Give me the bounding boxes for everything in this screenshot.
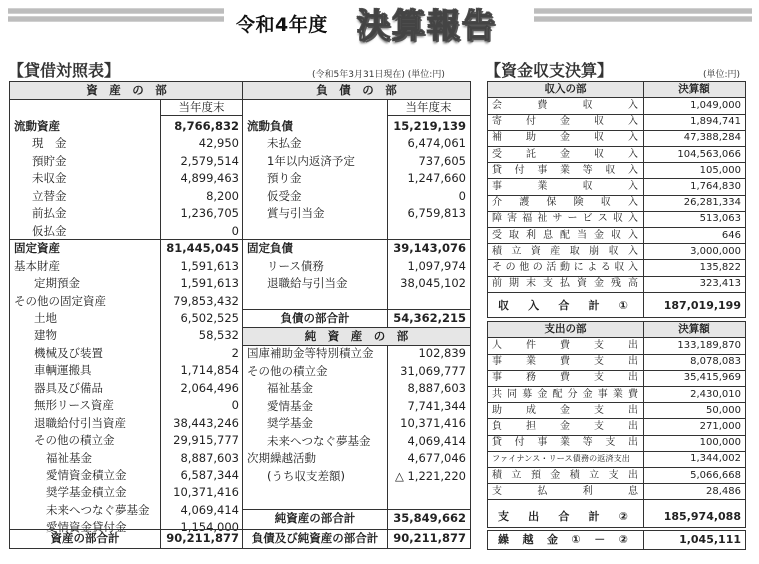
asset-item-row xyxy=(10,135,243,152)
cashflow-note: (単位:円) xyxy=(703,70,741,80)
expense-item-label: 事業費支出 xyxy=(492,356,638,368)
net-total-value: 35,849,662 xyxy=(393,510,466,525)
fixed-liability-item-row xyxy=(243,240,470,257)
balance-sheet-note: (令和5年3月31日現在) (単位:円) xyxy=(312,70,445,80)
expense-item-value: 5,066,668 xyxy=(690,469,741,481)
income-item-value: 3,000,000 xyxy=(690,245,741,257)
liab-total-value: 54,362,215 xyxy=(393,310,466,325)
income-item-row xyxy=(488,163,745,180)
expense-item-row xyxy=(488,338,745,355)
net-asset-item-row xyxy=(243,398,470,415)
asset-item-value: 38,443,246 xyxy=(173,415,239,430)
income-item-row xyxy=(488,211,745,228)
liability-item-label: 流動負債 xyxy=(247,119,293,133)
income-item-value: 1,894,741 xyxy=(690,116,741,128)
asset-item-value: 2 xyxy=(231,345,239,360)
expense-item-value: 28,486 xyxy=(706,485,741,497)
net-asset-item-value: 7,741,344 xyxy=(407,398,466,413)
income-item-label: 事業収入 xyxy=(492,181,638,192)
asset-item-row xyxy=(10,432,243,449)
asset-item-row xyxy=(10,240,243,257)
income-table xyxy=(487,81,746,318)
income-item-label: 積立資産取崩収入 xyxy=(492,245,638,257)
assets-year-label: 当年度末 xyxy=(160,99,243,116)
asset-item-value: 4,899,463 xyxy=(180,171,239,186)
net-total-label: 純資産の部合計 xyxy=(274,510,356,525)
asset-item-value: 1,591,613 xyxy=(180,258,239,273)
asset-item-value: 8,887,603 xyxy=(180,450,239,465)
asset-item-label: 愛情資金貸付金 xyxy=(46,520,127,535)
income-item-label: その他の活動による収入 xyxy=(492,262,638,273)
net-asset-item-value: △ 1,221,220 xyxy=(394,468,466,483)
asset-item-label: その他の積立金 xyxy=(34,433,115,448)
income-item-value: 513,063 xyxy=(699,213,741,225)
asset-item-label: 機械及び装置 xyxy=(34,345,103,360)
asset-item-label: その他の固定資産 xyxy=(14,293,106,308)
grand-total-label: 負債及び純資産の部合計 xyxy=(251,531,379,545)
asset-item-row xyxy=(10,380,243,397)
asset-item-value: 81,445,045 xyxy=(166,241,239,256)
liability-item-value: 737,605 xyxy=(418,153,466,168)
liability-item-label: 預り金 xyxy=(267,171,302,186)
net-asset-item-label: 奨学基金 xyxy=(267,416,313,431)
asset-item-label: 土地 xyxy=(34,310,57,325)
income-item-value: 47,388,284 xyxy=(683,132,741,144)
asset-item-value: 1,591,613 xyxy=(180,276,239,291)
income-item-row xyxy=(488,228,745,245)
asset-item-value: 8,766,832 xyxy=(174,119,239,133)
asset-item-value: 29,915,777 xyxy=(173,433,239,448)
asset-item-value: 2,579,514 xyxy=(180,153,239,168)
net-asset-item-value: 4,677,046 xyxy=(407,451,466,466)
income-item-row xyxy=(488,260,745,277)
expense-item-value: 2,430,010 xyxy=(690,388,741,400)
income-item-label: 障害福祉サービス収入 xyxy=(492,213,638,225)
asset-item-label: 仮払金 xyxy=(32,223,67,238)
net-asset-item-label: 福祉基金 xyxy=(267,381,313,396)
net-asset-item-value: 4,069,414 xyxy=(407,433,466,448)
expense-item-row xyxy=(488,451,745,468)
assets-total-label: 資産の部合計 xyxy=(50,531,120,545)
income-item-label: 受託金収入 xyxy=(492,148,638,160)
asset-item-row xyxy=(10,415,243,432)
liability-item-value: 15,219,139 xyxy=(393,119,466,133)
asset-item-label: 定期預金 xyxy=(34,276,80,291)
fixed-liability-item-label: リース債務 xyxy=(267,258,324,273)
liability-item-value: 6,474,061 xyxy=(407,136,466,151)
asset-item-row xyxy=(10,327,243,344)
asset-item-row xyxy=(10,118,243,135)
asset-item-row xyxy=(10,293,243,310)
expense-item-value: 8,078,083 xyxy=(690,356,741,368)
net-asset-item-row xyxy=(243,363,470,380)
net-asset-item-label: その他の積立金 xyxy=(247,363,328,378)
assets-total-value: 90,211,877 xyxy=(166,531,239,545)
income-item-value: 323,413 xyxy=(699,278,741,290)
net-asset-item-value: 10,371,416 xyxy=(400,416,466,431)
net-asset-item-label: 未来へつなぐ夢基金 xyxy=(267,433,371,448)
assets-total-row xyxy=(10,530,243,547)
asset-item-value: 10,371,416 xyxy=(173,485,239,500)
asset-item-label: 未収金 xyxy=(32,171,67,186)
income-item-label: 前期末支払資金残高 xyxy=(492,278,638,290)
expense-item-row xyxy=(488,403,745,420)
asset-item-value: 6,502,525 xyxy=(180,310,239,325)
expense-item-label: 助成金支出 xyxy=(492,404,638,416)
income-item-row xyxy=(488,98,745,115)
expense-item-value: 50,000 xyxy=(706,404,741,416)
expense-item-row xyxy=(488,370,745,387)
asset-item-value: 2,064,496 xyxy=(180,380,239,395)
page-era-title: 令和4年度 xyxy=(236,14,328,36)
asset-item-value: 42,950 xyxy=(198,136,239,151)
liability-item-row xyxy=(243,153,470,170)
asset-item-label: 現 金 xyxy=(32,136,67,151)
net-assets-header: 純 資 産 の 部 xyxy=(243,328,470,345)
liability-item-label: 未払金 xyxy=(267,136,302,151)
liability-item-value: 0 xyxy=(458,188,466,203)
asset-item-label: 器具及び備品 xyxy=(34,380,103,395)
expense-item-row xyxy=(488,354,745,371)
balance-sheet-table xyxy=(9,81,471,549)
expense-item-row xyxy=(488,419,745,436)
asset-item-value: 1,154,000 xyxy=(180,520,239,535)
income-item-value: 1,764,830 xyxy=(690,181,741,192)
income-total-row xyxy=(488,296,745,316)
expense-item-value: 100,000 xyxy=(699,437,741,449)
income-total-value: 187,019,199 xyxy=(663,299,741,312)
net-asset-item-label: (うち収支差額) xyxy=(267,468,345,483)
income-item-value: 26,281,334 xyxy=(683,197,741,209)
liability-item-row xyxy=(243,135,470,152)
net-asset-item-row xyxy=(243,433,470,450)
asset-item-label: 福祉基金 xyxy=(46,450,92,465)
income-item-label: 受取利息配当金収入 xyxy=(492,229,638,241)
income-header-amount: 決算額 xyxy=(678,83,710,95)
fixed-liability-item-label: 退職給与引当金 xyxy=(267,276,348,291)
asset-item-row xyxy=(10,345,243,362)
asset-item-value: 79,853,432 xyxy=(173,293,239,308)
expense-item-label: 事務費支出 xyxy=(492,372,638,384)
fixed-liability-item-value: 1,097,974 xyxy=(407,258,466,273)
net-asset-item-row xyxy=(243,468,470,485)
expense-item-value: 1,344,002 xyxy=(690,453,741,465)
net-total-row xyxy=(243,510,470,527)
income-item-value: 646 xyxy=(721,229,741,241)
income-item-label: 補助金収入 xyxy=(492,132,638,144)
asset-item-value: 58,532 xyxy=(198,328,239,343)
income-item-label: 会費収入 xyxy=(492,100,638,111)
net-asset-item-row xyxy=(243,415,470,432)
liability-item-row xyxy=(243,170,470,187)
balance-row xyxy=(487,530,746,550)
asset-item-value: 8,200 xyxy=(206,188,239,203)
net-asset-item-label: 国庫補助金等特別積立金 xyxy=(247,346,374,361)
asset-item-row xyxy=(10,502,243,519)
asset-item-value: 6,587,344 xyxy=(180,468,239,482)
expense-total-value: 185,974,088 xyxy=(663,510,741,523)
asset-item-row xyxy=(10,170,243,187)
expense-item-row xyxy=(488,468,745,485)
asset-item-label: 退職給付引当資産 xyxy=(34,415,126,430)
asset-item-row xyxy=(10,153,243,170)
income-item-value: 104,563,066 xyxy=(677,148,741,160)
fixed-liability-item-label: 固定負債 xyxy=(247,241,293,256)
net-asset-item-row xyxy=(243,380,470,397)
asset-item-label: 愛情資金積立金 xyxy=(46,468,127,482)
expense-item-row xyxy=(488,484,745,501)
income-item-row xyxy=(488,179,745,196)
expense-item-label: 人件費支出 xyxy=(492,340,638,351)
liability-item-label: 1年以内返済予定 xyxy=(267,153,355,168)
fixed-liability-item-row xyxy=(243,275,470,292)
asset-item-label: 無形リース資産 xyxy=(34,398,114,413)
net-asset-item-row xyxy=(243,450,470,467)
expense-item-row xyxy=(488,387,745,404)
income-item-row xyxy=(488,244,745,261)
expense-item-value: 271,000 xyxy=(699,421,741,432)
expense-total-row xyxy=(488,508,745,526)
income-item-value: 1,049,000 xyxy=(690,100,741,111)
expense-item-value: 133,189,870 xyxy=(677,340,741,351)
income-item-label: 寄付金収入 xyxy=(492,116,638,128)
asset-item-value: 1,714,854 xyxy=(180,363,239,378)
asset-item-row xyxy=(10,258,243,275)
asset-item-row xyxy=(10,397,243,414)
asset-item-label: 建物 xyxy=(34,328,57,343)
grand-total-value: 90,211,877 xyxy=(393,531,466,545)
asset-item-label: 流動資産 xyxy=(14,119,60,133)
asset-item-label: 未来へつなぐ夢基金 xyxy=(46,502,150,517)
liability-item-label: 賞与引当金 xyxy=(267,206,325,221)
balance-value: 1,045,111 xyxy=(679,533,741,546)
asset-item-row xyxy=(10,484,243,501)
income-item-value: 135,822 xyxy=(699,262,741,273)
expense-table xyxy=(487,321,746,528)
net-asset-item-value: 102,839 xyxy=(418,346,466,361)
asset-item-label: 基本財産 xyxy=(14,258,60,273)
income-header-label: 収入の部 xyxy=(544,83,587,95)
income-item-row xyxy=(488,114,745,131)
asset-item-row xyxy=(10,310,243,327)
fixed-liability-item-value: 39,143,076 xyxy=(393,241,466,256)
asset-item-label: 奨学基金積立金 xyxy=(46,485,127,500)
asset-item-value: 0 xyxy=(231,398,239,413)
page-main-title: 決算報告 xyxy=(357,6,497,45)
liability-item-row xyxy=(243,188,470,205)
asset-item-row xyxy=(10,223,243,240)
net-asset-item-label: 次期繰越活動 xyxy=(247,451,316,466)
asset-item-value: 1,236,705 xyxy=(180,206,239,221)
asset-item-row xyxy=(10,205,243,222)
income-item-row xyxy=(488,195,745,212)
asset-item-row xyxy=(10,188,243,205)
cashflow-title: 【資金収支決算】 xyxy=(485,61,614,80)
net-asset-item-value: 8,887,603 xyxy=(407,381,466,396)
expense-header-amount: 決算額 xyxy=(678,323,710,335)
asset-item-value: 4,069,414 xyxy=(180,502,239,517)
assets-header: 資 産 の 部 xyxy=(86,83,167,97)
income-item-label: 介護保険収入 xyxy=(492,197,638,209)
asset-item-row xyxy=(10,450,243,467)
asset-item-row xyxy=(10,467,243,484)
net-asset-item-row xyxy=(243,345,470,362)
grand-total-row xyxy=(243,530,470,547)
balance-sheet-title: 【貸借対照表】 xyxy=(8,61,121,80)
liability-item-label: 仮受金 xyxy=(267,188,302,203)
asset-item-label: 立替金 xyxy=(32,188,67,203)
expense-item-label: ファイナンス・リース債務の返済支出 xyxy=(492,453,630,464)
income-item-row xyxy=(488,276,745,293)
income-header-row xyxy=(488,82,745,98)
liability-item-row xyxy=(243,205,470,222)
expense-item-label: 共同募金配分金事業費 xyxy=(492,388,638,400)
net-asset-item-label: 愛情基金 xyxy=(267,398,313,413)
expense-item-value: 35,415,969 xyxy=(683,372,741,384)
expense-total-label: 支出合計② xyxy=(498,510,628,523)
fixed-liability-item-row xyxy=(243,258,470,275)
expense-header-row xyxy=(488,322,745,338)
asset-item-label: 固定資産 xyxy=(14,241,60,256)
liab-total-row xyxy=(243,310,470,327)
balance-label: 繰越金①－② xyxy=(498,533,628,546)
liab-total-label: 負債の部合計 xyxy=(280,310,350,325)
asset-item-label: 前払金 xyxy=(32,206,67,221)
income-total-label: 収入合計① xyxy=(498,299,628,312)
expense-item-row xyxy=(488,435,745,452)
liabilities-header: 負 債 の 部 xyxy=(316,83,397,97)
expense-item-label: 支払利息 xyxy=(492,485,638,497)
liability-item-value: 6,759,813 xyxy=(407,206,466,221)
income-item-row xyxy=(488,130,745,147)
fixed-liability-item-value: 38,045,102 xyxy=(400,276,466,291)
asset-item-row xyxy=(10,275,243,292)
expense-item-label: 負担金支出 xyxy=(492,421,638,432)
liability-item-value: 1,247,660 xyxy=(407,171,466,186)
net-asset-item-value: 31,069,777 xyxy=(400,363,466,378)
expense-item-label: 貸付事業等支出 xyxy=(492,437,638,449)
income-item-label: 貸付事業等収入 xyxy=(492,164,638,176)
asset-item-value: 0 xyxy=(231,223,239,238)
liab-year-label: 当年度末 xyxy=(387,99,470,116)
expense-header-label: 支出の部 xyxy=(544,323,587,335)
income-item-value: 105,000 xyxy=(699,164,741,176)
asset-item-label: 預貯金 xyxy=(32,153,67,168)
liability-item-row xyxy=(243,118,470,135)
asset-item-row xyxy=(10,362,243,379)
expense-item-label: 積立預金積立支出 xyxy=(492,469,638,481)
asset-item-label: 車輌運搬具 xyxy=(34,363,92,378)
income-item-row xyxy=(488,147,745,164)
